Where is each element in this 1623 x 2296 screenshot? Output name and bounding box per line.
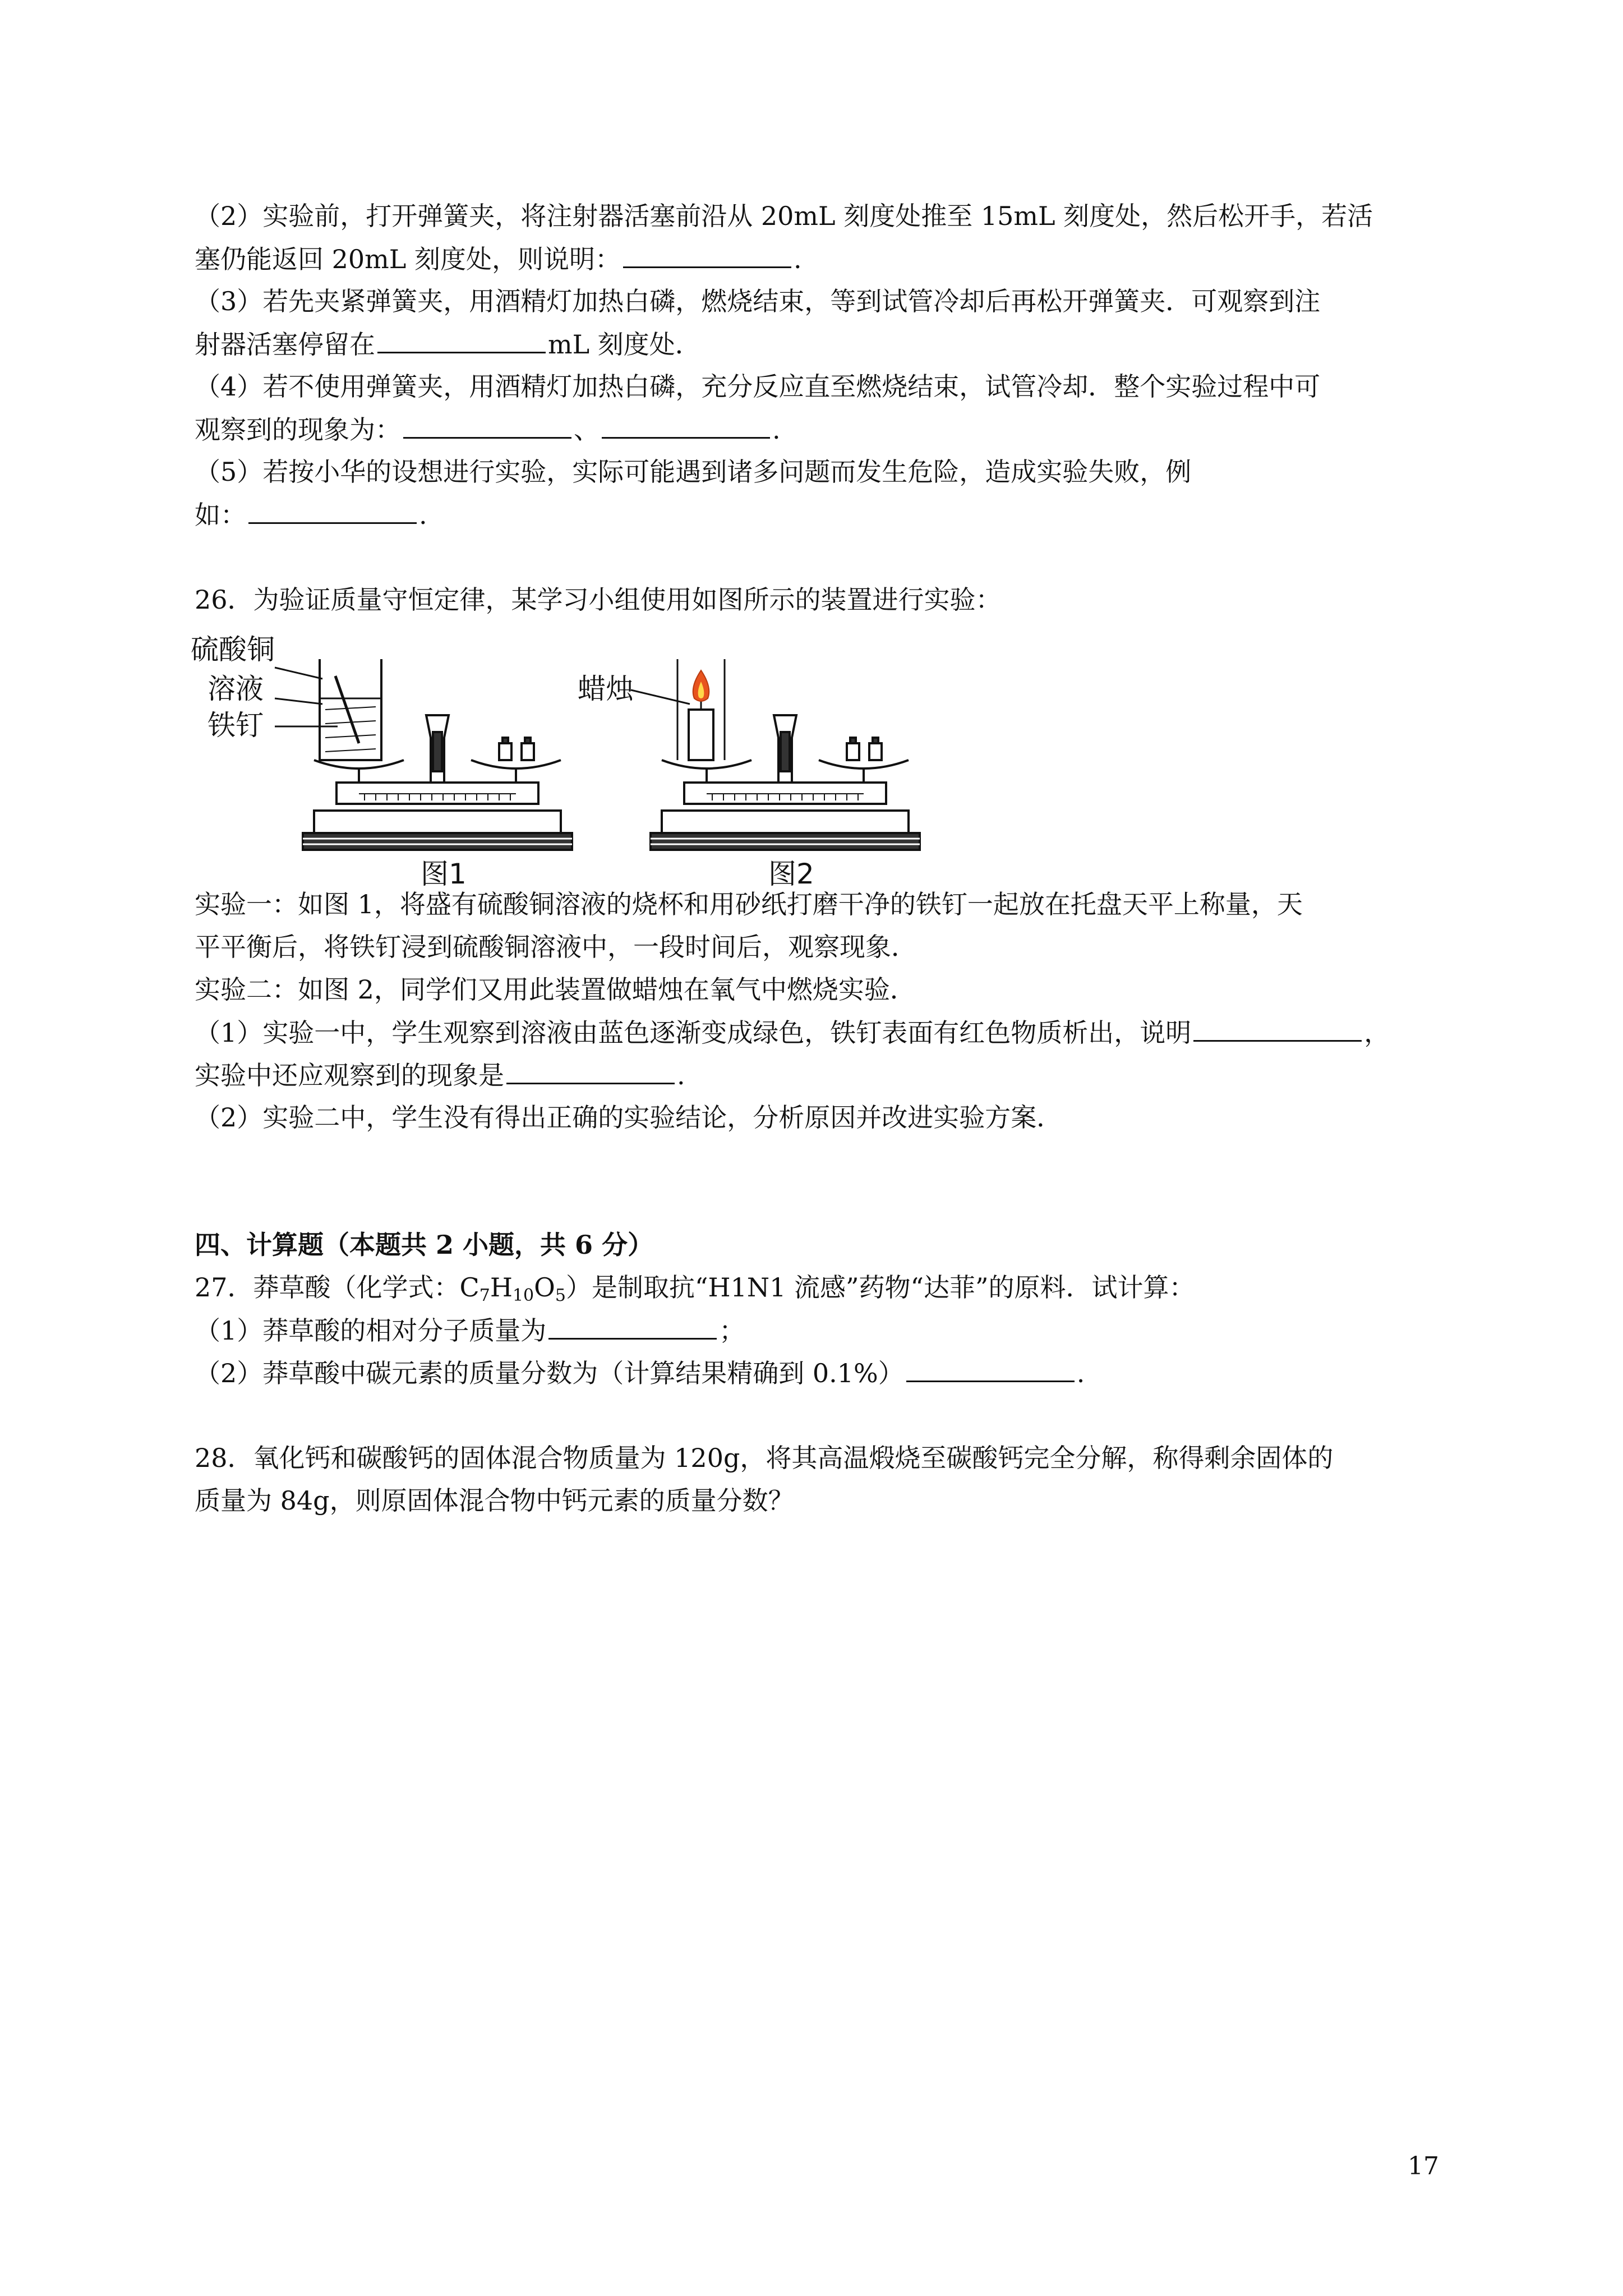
q26-exp1-line2: 平平衡后，将铁钉浸到硫酸铜溶液中，一段时间后，观察现象． [195,932,917,962]
q26-exp2: 实验二：如图 2，同学们又用此装置做蜡烛在氧气中燃烧实验． [195,974,916,1005]
q25-p2-line1: （2）实验前，打开弹簧夹，将注射器活塞前沿从 20mL 刻度处推至 15mL 刻度处，然后松开手，若活 [195,201,1373,231]
answer-blank[interactable] [403,412,571,439]
q25-p2-line2: 塞仍能返回 20mL 刻度处，则说明： . [195,242,802,276]
q28-line1: 28．氧化钙和碳酸钙的固体混合物质量为 120g，将其高温煅烧至碳酸钙完全分解，称得剩余固体的 [195,1443,1334,1473]
label-solution: 溶液 [208,673,264,705]
q27-p2: （2）莽草酸中碳元素的质量分数为（计算结果精确到 0.1%） . [195,1356,1085,1390]
answer-blank[interactable] [548,1313,717,1340]
q25-p4-line2: 观察到的现象为： 、 . [195,412,781,447]
q26-p1-line2: 实验中还应观察到的现象是 . [195,1058,685,1092]
q26-p2: （2）实验二中，学生没有得出正确的实验结论，分析原因并改进实验方案． [195,1102,1063,1133]
balance-figure [191,625,925,889]
q27-intro: 27．莽草酸（化学式：$C_7H_{10}O_5$）是制取抗“H1N1 流感”药物“达菲”的原料．试计算： [195,1272,1195,1305]
answer-blank[interactable] [377,327,546,353]
q25-p5-line2: 如： . [195,498,427,532]
q26-exp1-line1: 实验一：如图 1，将盛有硫酸铜溶液的烧杯和用砂纸打磨干净的铁钉一起放在托盘天平上称量，天 [195,889,1303,919]
figure-1-balance [275,659,572,850]
figure-2-balance [631,659,920,850]
q27-p1: （1）莽草酸的相对分子质量为 ； [195,1313,745,1347]
caption-figure-2: 图2 [768,858,814,889]
answer-blank[interactable] [248,498,417,524]
q25-p4-line1: （4）若不使用弹簧夹，用酒精灯加热白磷，充分反应直至燃烧结束，试管冷却．整个实验过程中可 [195,371,1321,402]
label-candle: 蜡烛 [578,673,634,705]
answer-blank[interactable] [623,242,791,268]
caption-figure-1: 图1 [421,858,467,889]
section-4-heading: 四、计算题（本题共 2 小题，共 6 分） [195,1230,654,1260]
q26-intro: 26．为验证质量守恒定律，某学习小组使用如图所示的装置进行实验： [195,585,1002,615]
label-iron-nail: 铁钉 [208,709,264,742]
label-copper-sulfate: 硫酸铜 [191,633,275,666]
page-number: 17 [1408,2152,1439,2180]
q26-p1-line1: （1）实验一中，学生观察到溶液由蓝色逐渐变成绿色，铁钉表面有红色物质析出，说明 ， [195,1015,1390,1050]
answer-blank[interactable] [1193,1015,1362,1042]
q25-p5-line1: （5）若按小华的设想进行实验，实际可能遇到诸多问题而发生危险，造成实验失败，例 [195,457,1192,487]
answer-blank[interactable] [906,1356,1075,1382]
q25-p3-line2: 射器活塞停留在 mL 刻度处． [195,327,701,361]
q25-p3-line1: （3）若先夹紧弹簧夹，用酒精灯加热白磷，燃烧结束，等到试管冷却后再松开弹簧夹．可观察到注 [195,286,1321,316]
answer-blank[interactable] [506,1058,675,1084]
answer-blank[interactable] [602,412,770,439]
q28-line2: 质量为 84g，则原固体混合物中钙元素的质量分数？ [195,1485,794,1516]
